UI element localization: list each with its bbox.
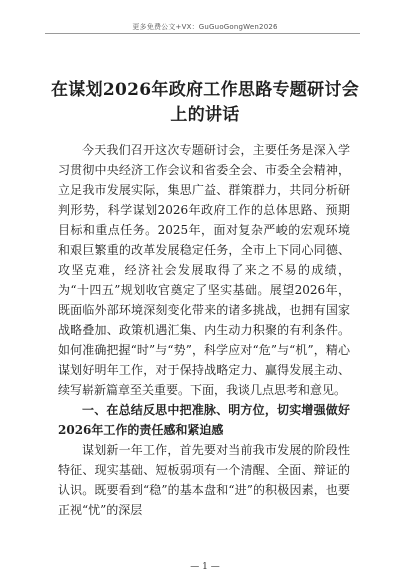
title-line-1: 在谋划2026年政府工作思路专题研讨会 [50,80,359,100]
document-body [58,140,350,520]
intro-paragraph: 今天我们召开这次专题研讨会，主要任务是深入学习贯彻中央经济工作会议和省委全会、市委全会精神，立足我市发展实际，集思广益、群策群力，共同分析研判形势，科学谋划2026年政府工作的总体思路、预期目标和重点任务。2025年，面对复杂严峻的宏观环境和艰巨繁重的改革发展稳定任务，全市上下同心同德、攻坚克难，经济社会发展取得了来之不易的成绩，为“十四五”规划收官奠定了坚实基础。展望2026年，既面临外部环境深刻变化带来的诸多挑战，也拥有国家战略叠加、政策机遇汇集、内生动力积聚的有利条件。如何准确把握“时”与“势”，科学应对“危”与“机”，精心谋划好明年工作，对于保持战略定力、赢得发展主动、续写崭新篇章至关重要。下面，我谈几点思考和意见。 [58,143,350,397]
title-line-2: 上的讲话 [170,105,240,125]
section-paragraph: 谋划新一年工作，首先要对当前我市发展的阶段性特征、现实基础、短板弱项有一个清醒、全面、辩证的认识。既要看到“稳”的基本盘和“进”的积极因素，也要正视“忧”的深层 [58,443,350,517]
header-note: 更多免费公文+VX：GuGuoGongWen2026 [132,23,278,31]
document-title [50,78,360,128]
section-heading: 一、在总结反思中把准脉、明方位，切实增强做好2026年工作的责任感和紧迫感 [58,403,350,437]
page-number: — 1 — [190,562,220,572]
header-rule [45,33,360,34]
